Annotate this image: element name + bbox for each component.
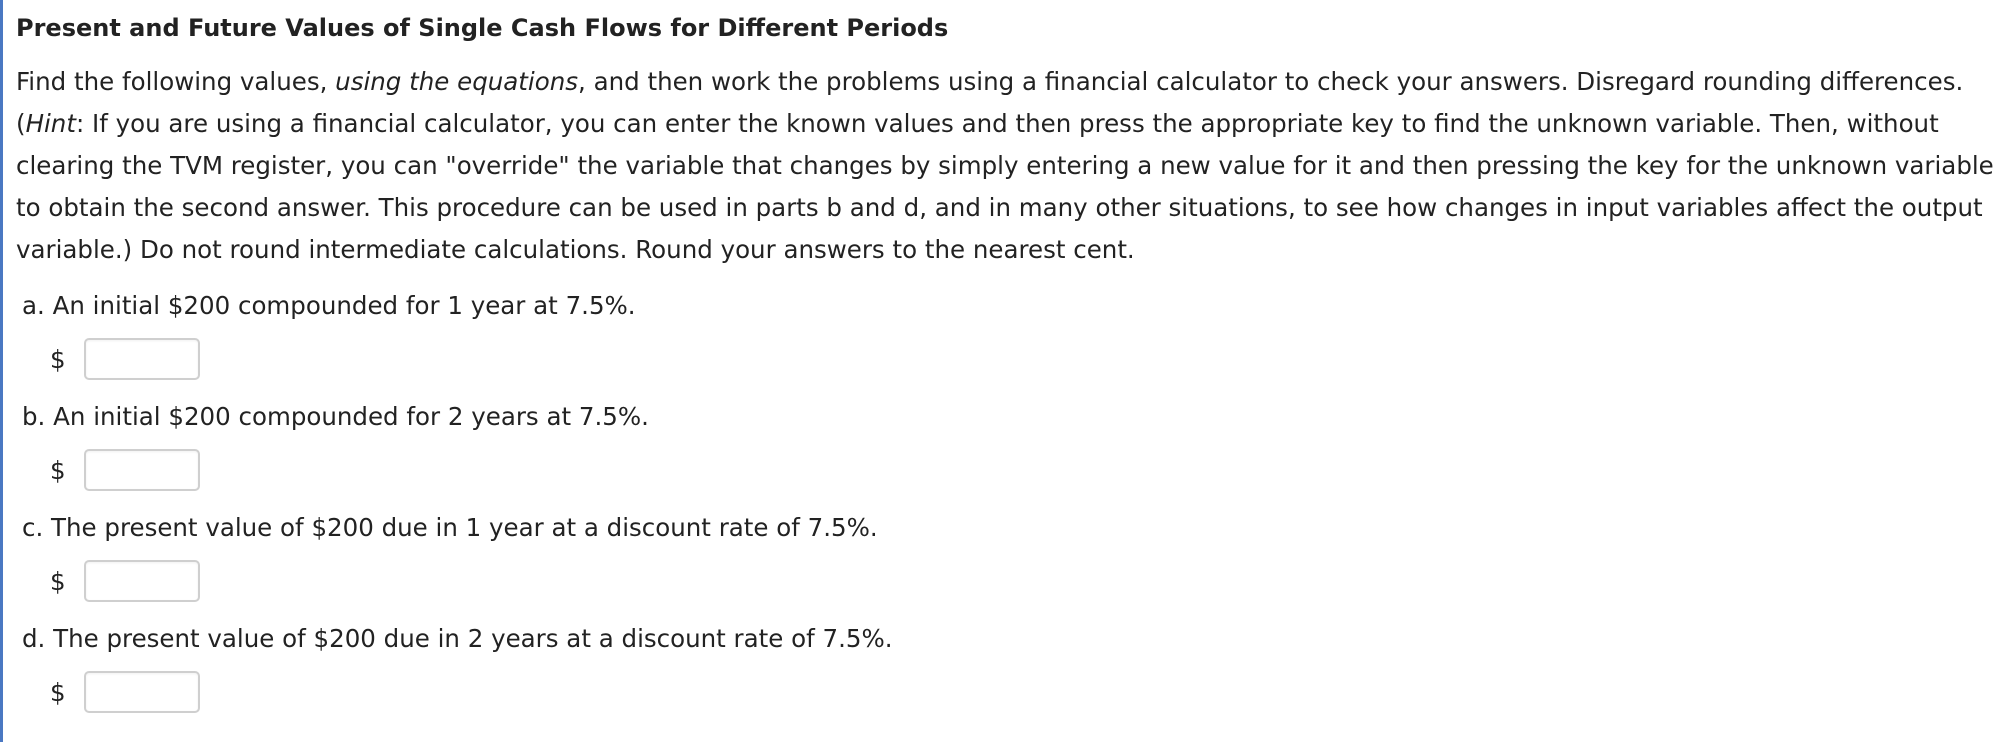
question-a-text: An initial $200 compounded for 1 year at 7.5%. (44, 291, 636, 320)
answer-input-b[interactable] (84, 449, 200, 491)
question-b-text: An initial $200 compounded for 2 years at 7.5%. (45, 402, 649, 431)
answer-row-c (50, 558, 200, 604)
question-d-letter: d. (22, 624, 46, 653)
answer-input-a[interactable] (84, 338, 200, 380)
instructions-paragraph (16, 61, 2006, 271)
answer-row-d (50, 669, 200, 715)
instructions-text-2: , and then work the problems using a financial calculator to check your answers. Disregard rounding differences. ( (16, 67, 1964, 138)
question-d-text: The present value of $200 due in 2 years at a discount rate of 7.5%. (45, 624, 893, 653)
instructions-text-1: Find the following values, (16, 67, 336, 96)
question-c-text: The present value of $200 due in 1 year at a discount rate of 7.5%. (43, 513, 878, 542)
currency-symbol: $ (50, 677, 66, 707)
question-c (22, 513, 878, 542)
answer-row-b (50, 447, 200, 493)
instructions-text-3: : If you are using a financial calculator, you can enter the known values and then press the appropriate key to find the unknown variable. Then, without clearing the TVM register, you can "override" the variable that changes by simply entering a new value for it and then pressing the key for the unknown variable to obtain the second answer. This procedure can be used in parts b and d, and in many other situations, to see how changes in input variables affect the output variable.) Do not round intermediate calculations. Round your answers to the nearest cent. (16, 109, 1994, 264)
question-title: Present and Future Values of Single Cash Flows for Different Periods (16, 14, 949, 42)
currency-symbol: $ (50, 566, 66, 596)
hint-label: Hint (25, 109, 76, 138)
question-c-letter: c. (22, 513, 44, 542)
question-b-letter: b. (22, 402, 46, 431)
instructions-emphasis: using the equations (335, 67, 578, 96)
answer-input-d[interactable] (84, 671, 200, 713)
left-accent-border (0, 0, 3, 742)
question-a (22, 291, 636, 320)
answer-row-a (50, 336, 200, 382)
question-a-letter: a. (22, 291, 45, 320)
currency-symbol: $ (50, 455, 66, 485)
currency-symbol: $ (50, 344, 66, 374)
question-b (22, 402, 649, 431)
answer-input-c[interactable] (84, 560, 200, 602)
question-d (22, 624, 893, 653)
